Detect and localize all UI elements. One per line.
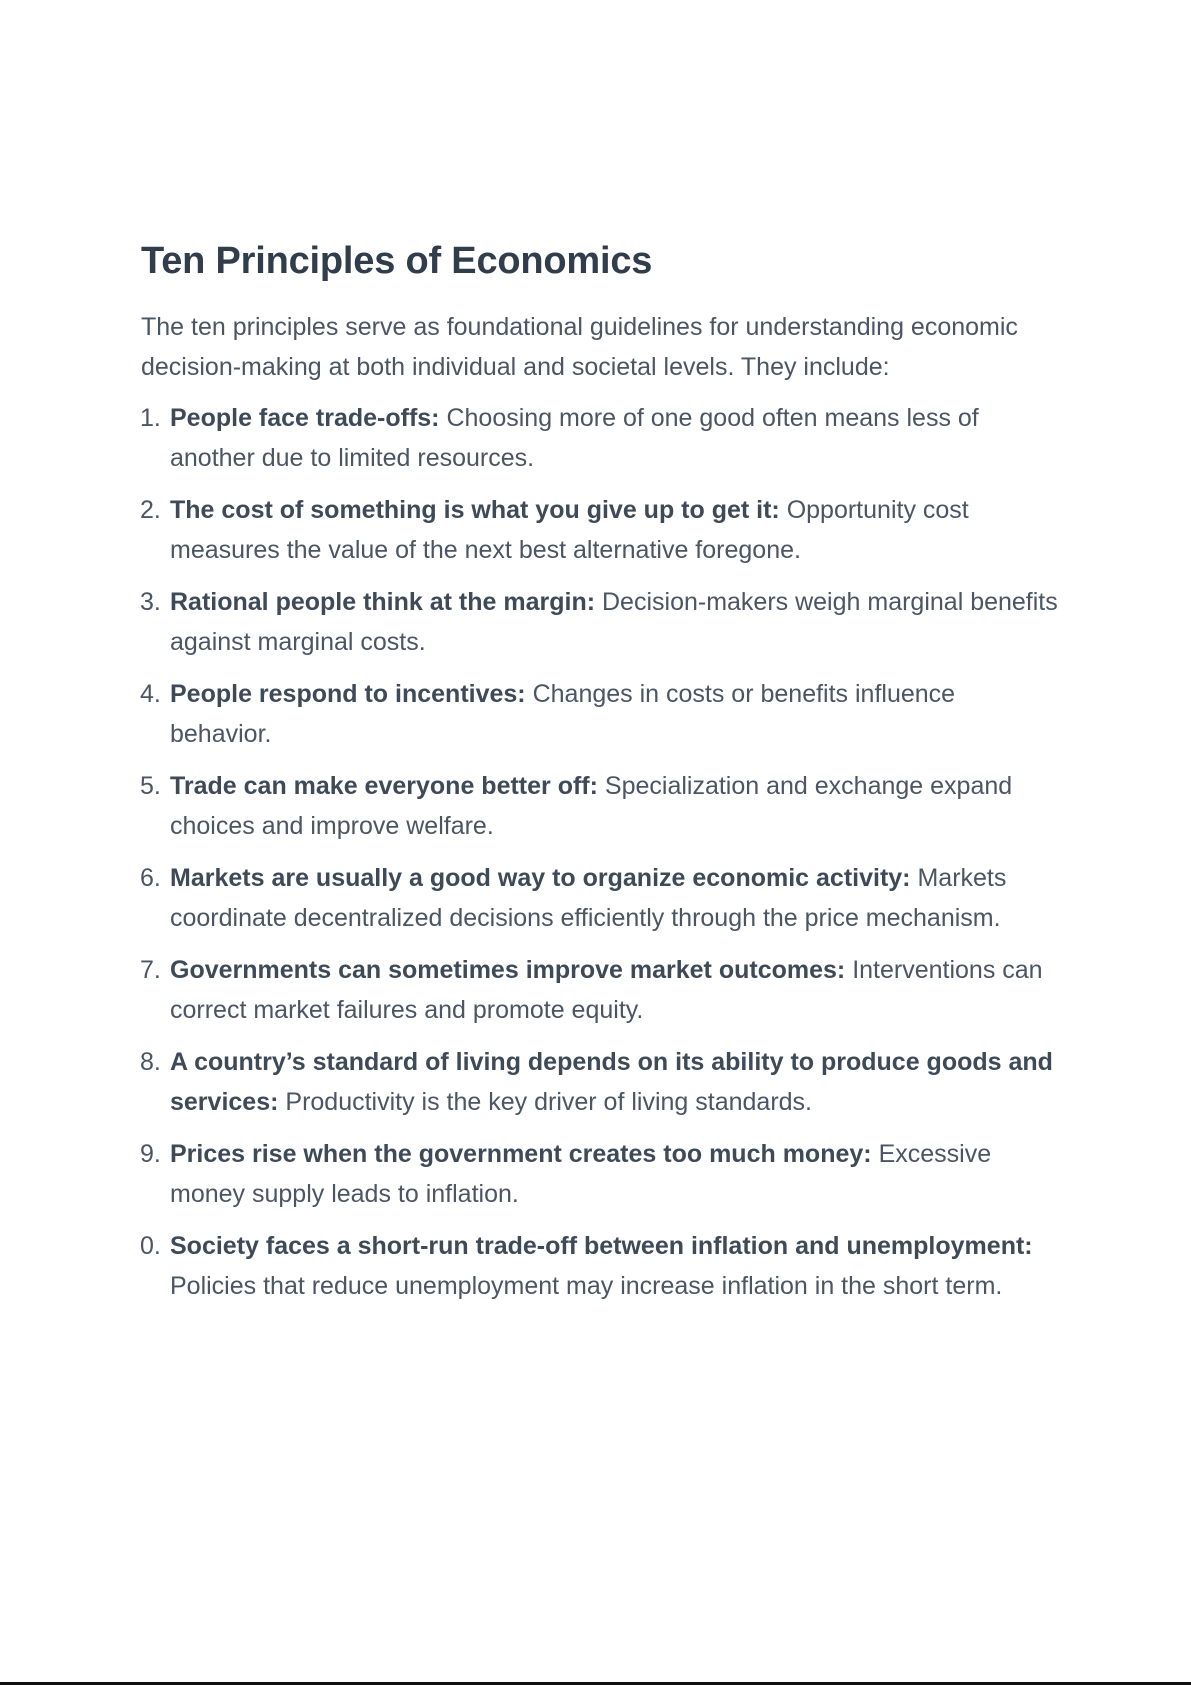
principle-text: Opportunity cost measures the value of the next best alternative foregone. — [170, 496, 969, 564]
list-item — [141, 399, 1061, 478]
principle-heading: Trade can make everyone better off: — [170, 772, 598, 800]
principle-text: Specialization and exchange expand choices and improve welfare. — [170, 772, 1013, 840]
principle-text: Choosing more of one good often means less of another due to limited resources. — [170, 404, 979, 472]
principle-heading: Society faces a short-run trade-off between inflation and unemployment: — [170, 1232, 1033, 1260]
list-item-number: 8. — [140, 1048, 161, 1076]
principle-heading: Governments can sometimes improve market outcomes: — [170, 956, 846, 984]
list-item — [141, 1043, 1061, 1122]
list-item-number: 7. — [140, 956, 161, 984]
list-item-number: 1. — [140, 404, 161, 432]
list-item — [141, 491, 1061, 570]
principles-list — [141, 399, 1061, 1306]
list-item-number: 0. — [140, 1232, 161, 1260]
principle-heading: Markets are usually a good way to organize economic activity: — [170, 864, 911, 892]
principle-text: Interventions can correct market failures and promote equity. — [170, 956, 1043, 1024]
principle-text: Changes in costs or benefits influence behavior. — [170, 680, 956, 748]
list-item-number: 2. — [140, 496, 161, 524]
list-item — [141, 675, 1061, 754]
list-item — [141, 1135, 1061, 1214]
list-item — [141, 859, 1061, 938]
list-item-number: 5. — [140, 772, 161, 800]
principle-text: Excessive money supply leads to inflation. — [170, 1140, 992, 1208]
list-item-number: 6. — [140, 864, 161, 892]
principle-text: Decision-makers weigh marginal benefits against marginal costs. — [170, 588, 1058, 656]
principle-heading: Prices rise when the government creates too much money: — [170, 1140, 872, 1168]
list-item-number: 4. — [140, 680, 161, 708]
principle-heading: People face trade-offs: — [170, 404, 440, 432]
intro-paragraph: The ten principles serve as foundational guidelines for understanding economic decision-making at both individual and societal levels. They include: — [141, 313, 1018, 381]
principle-heading: A country’s standard of living depends on its ability to produce goods and services: — [170, 1048, 1053, 1116]
principle-heading: People respond to incentives: — [170, 680, 526, 708]
principle-text: Productivity is the key driver of living standards. — [285, 1087, 813, 1116]
list-item — [141, 583, 1061, 662]
principle-text: Markets coordinate decentralized decisions efficiently through the price mechanism. — [170, 864, 1007, 932]
principle-heading: Rational people think at the margin: — [170, 588, 596, 616]
list-item-number: 3. — [140, 588, 161, 616]
list-item — [141, 767, 1061, 846]
list-item — [141, 951, 1061, 1030]
list-item-number: 9. — [140, 1140, 161, 1168]
principle-text: Policies that reduce unemployment may increase inflation in the short term. — [170, 1271, 1003, 1300]
document-page — [141, 236, 1061, 1319]
page-title: Ten Principles of Economics — [141, 240, 653, 282]
principle-heading: The cost of something is what you give up to get it: — [170, 496, 780, 524]
list-item — [141, 1227, 1061, 1306]
